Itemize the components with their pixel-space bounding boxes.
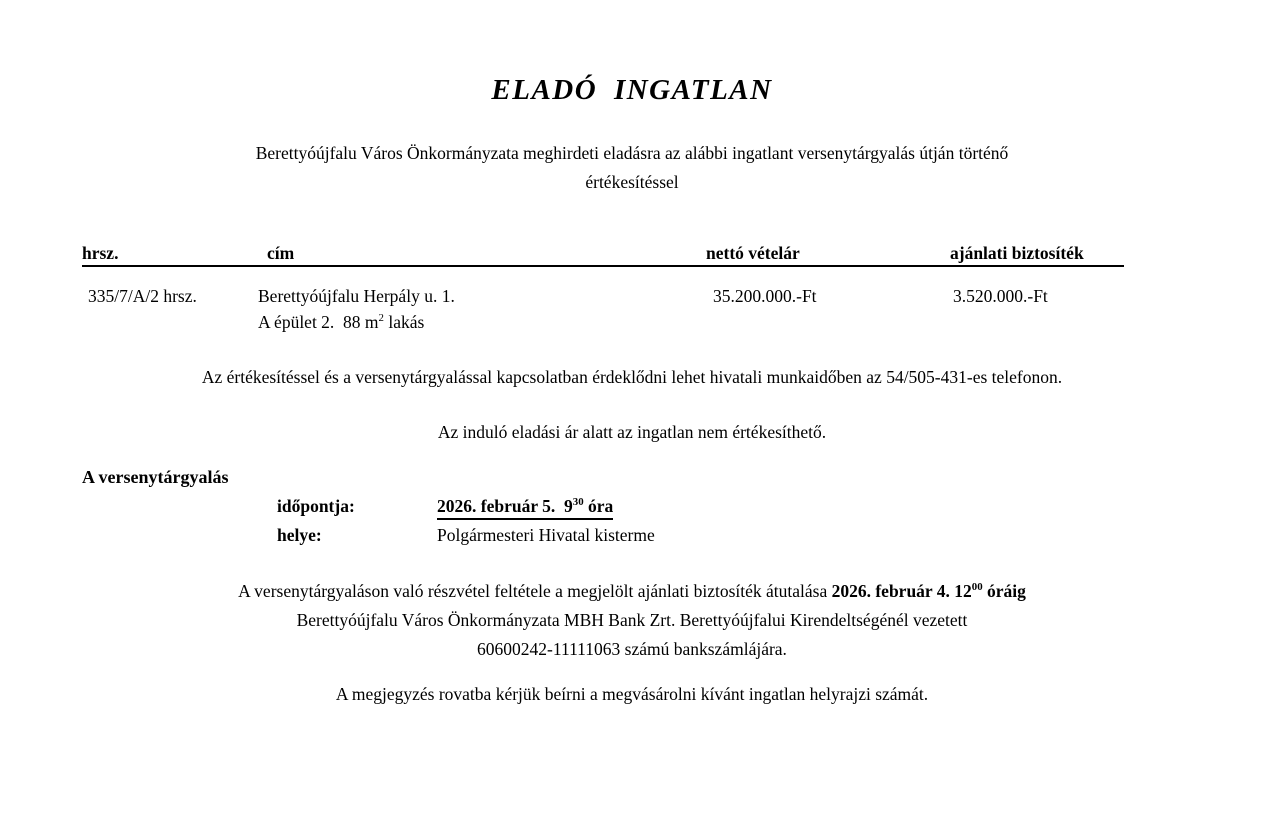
cell-cim [258, 283, 455, 335]
auction-section-heading: A versenytárgyalás [82, 467, 229, 487]
auction-place-label: helye: [277, 525, 322, 545]
time-superscript: 30 [572, 496, 584, 509]
note-paragraph: A megjegyzés rovatba kérjük beírni a megvásárolni kívánt ingatlan helyrajzi számát. [335, 684, 929, 704]
cell-ajanlati-biztositek: 3.520.000.-Ft [953, 286, 1048, 306]
transfer-line-3: 60600242-11111063 számú bankszámlájára. [477, 639, 787, 659]
cell-netto-vetelar: 35.200.000.-Ft [713, 286, 817, 306]
auction-time-value: 2026. február 5. $9^{30}$ óra [437, 496, 613, 520]
page-title: ELADÓ INGATLAN [491, 74, 773, 106]
intro-paragraph [0, 139, 1264, 197]
intro-line-2: értékesítéssel [585, 172, 679, 192]
column-header-ajanlati-biztositek: ajánlati biztosíték [950, 243, 1084, 263]
cell-hrsz: 335/7/A/2 hrsz. [88, 286, 197, 306]
transfer-line-1: A versenytárgyaláson való részvétel feltétele a megjelölt ajánlati biztosíték átutalása [238, 581, 832, 601]
column-header-hrsz: hrsz. [82, 243, 119, 263]
transfer-paragraph [0, 577, 1264, 664]
transfer-line-2: Berettyóújfalu Város Önkormányzata MBH Bank Zrt. Berettyóújfalui Kirendeltségénél vezetett [296, 610, 968, 630]
table-header-row [82, 243, 1124, 267]
cim-line-2-end: lakás [383, 312, 425, 332]
square-meter-superscript: 2 [378, 312, 384, 325]
column-header-netto-vetelar: nettó vételár [706, 243, 800, 263]
transfer-deadline: 2026. február 4. $12^{00}$ óráig [831, 581, 1026, 601]
contact-paragraph: Az értékesítéssel és a versenytárgyalással kapcsolatban érdeklődni lehet hivatali munkaidőben az 54/505-431-es telefonon. [201, 367, 1063, 387]
auction-time-label: időpontja: [277, 496, 355, 516]
column-header-cim: cím [267, 243, 295, 263]
minimum-price-paragraph: Az induló eladási ár alatt az ingatlan nem értékesíthető. [437, 422, 827, 442]
intro-line-1: Berettyóújfalu Város Önkormányzata meghirdeti eladásra az alábbi ingatlant versenytárgyalás útján történő [255, 143, 1009, 163]
auction-place-value: Polgármesteri Hivatal kisterme [437, 525, 655, 545]
deadline-superscript: 00 [971, 581, 983, 594]
cim-line-1: Berettyóújfalu Herpály u. 1. [258, 286, 455, 306]
cim-line-2: A épület 2. 88 m [258, 312, 379, 332]
